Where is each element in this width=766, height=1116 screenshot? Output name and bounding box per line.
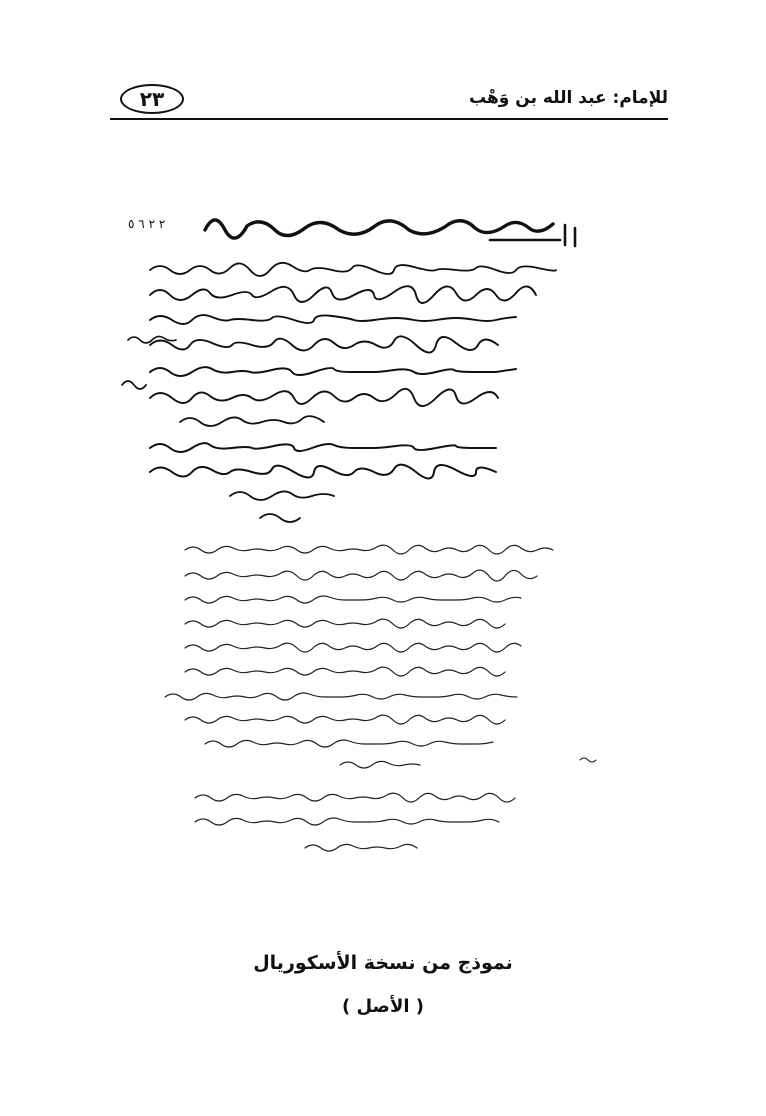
header-rule: [110, 118, 668, 120]
running-title: للإمام: عبد الله بن وَهْب: [469, 88, 668, 108]
svg-text:٢ ٢ ٦ ٥: ٢ ٢ ٦ ٥: [128, 217, 166, 231]
figure-caption: نموذج من نسخة الأسكوريال: [253, 952, 513, 974]
page-number: ٢٣: [120, 84, 184, 114]
manuscript-facsimile-image: [110, 200, 610, 870]
page-header: [110, 80, 668, 120]
figure-subcaption: ( الأصل ): [341, 996, 425, 1017]
